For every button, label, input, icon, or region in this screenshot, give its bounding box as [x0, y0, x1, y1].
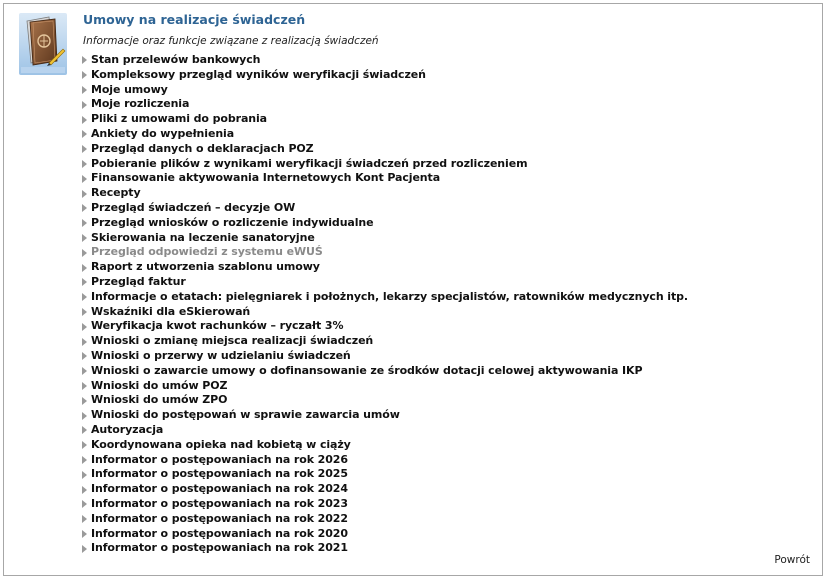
- menu-item[interactable]: [82, 305, 688, 320]
- triangle-right-icon: [82, 530, 87, 538]
- triangle-right-icon: [82, 441, 87, 449]
- triangle-right-icon: [82, 219, 87, 227]
- menu-item[interactable]: [82, 334, 688, 349]
- triangle-right-icon: [82, 175, 87, 183]
- triangle-right-icon: [82, 234, 87, 242]
- triangle-right-icon: [82, 338, 87, 346]
- menu-link[interactable]: Finansowanie aktywowania Internetowych Kont Pacjenta: [91, 171, 441, 185]
- menu-item[interactable]: [82, 467, 688, 482]
- triangle-right-icon: [82, 130, 87, 138]
- menu-item[interactable]: [82, 408, 688, 423]
- menu-link[interactable]: Ankiety do wypełnienia: [91, 126, 235, 140]
- content-panel: [3, 3, 823, 576]
- menu-link[interactable]: Informator o postępowaniach na rok 2025: [91, 467, 348, 481]
- menu-link[interactable]: Moje rozliczenia: [91, 97, 190, 111]
- menu-item[interactable]: [82, 83, 688, 98]
- triangle-right-icon: [82, 86, 87, 94]
- menu-link[interactable]: Wskaźniki dla eSkierowań: [91, 304, 251, 318]
- menu-item[interactable]: [82, 201, 688, 216]
- menu-item[interactable]: [82, 512, 688, 527]
- menu-item[interactable]: [82, 97, 688, 112]
- menu-item[interactable]: [82, 393, 688, 408]
- page-title: Umowy na realizacje świadczeń: [83, 12, 306, 27]
- menu-link[interactable]: Przegląd świadczeń – decyzje OW: [91, 200, 296, 214]
- triangle-right-icon: [82, 249, 87, 257]
- triangle-right-icon: [82, 56, 87, 64]
- menu-link[interactable]: Kompleksowy przegląd wyników weryfikacji świadczeń: [91, 67, 426, 81]
- triangle-right-icon: [82, 397, 87, 405]
- triangle-right-icon: [82, 71, 87, 79]
- triangle-right-icon: [82, 323, 87, 331]
- menu-item[interactable]: [82, 171, 688, 186]
- menu-item[interactable]: [82, 216, 688, 231]
- triangle-right-icon: [82, 486, 87, 494]
- triangle-right-icon: [82, 545, 87, 553]
- menu-link[interactable]: Przegląd faktur: [91, 274, 186, 288]
- menu-item[interactable]: [82, 245, 688, 260]
- menu-link[interactable]: Recepty: [91, 186, 141, 200]
- menu-item[interactable]: [82, 349, 688, 364]
- menu-item[interactable]: [82, 379, 688, 394]
- menu-link[interactable]: Informator o postępowaniach na rok 2024: [91, 482, 348, 496]
- triangle-right-icon: [82, 500, 87, 508]
- triangle-right-icon: [82, 160, 87, 168]
- menu-link[interactable]: Informator o postępowaniach na rok 2021: [91, 541, 348, 555]
- menu-link[interactable]: Weryfikacja kwot rachunków – ryczałt 3%: [91, 319, 344, 333]
- menu-item[interactable]: [82, 482, 688, 497]
- menu-item[interactable]: [82, 157, 688, 172]
- menu-item[interactable]: [82, 319, 688, 334]
- menu-item[interactable]: [82, 68, 688, 83]
- menu-link[interactable]: Wnioski do umów POZ: [91, 378, 228, 392]
- triangle-right-icon: [82, 426, 87, 434]
- triangle-right-icon: [82, 471, 87, 479]
- contract-folder-icon: [19, 13, 67, 75]
- menu-item[interactable]: [82, 497, 688, 512]
- function-menu: [82, 53, 688, 556]
- triangle-right-icon: [82, 456, 87, 464]
- triangle-right-icon: [82, 101, 87, 109]
- triangle-right-icon: [82, 412, 87, 420]
- menu-item[interactable]: [82, 53, 688, 68]
- menu-item[interactable]: [82, 290, 688, 305]
- menu-link[interactable]: Informator o postępowaniach na rok 2020: [91, 526, 348, 540]
- triangle-right-icon: [82, 278, 87, 286]
- menu-item[interactable]: [82, 438, 688, 453]
- menu-item[interactable]: [82, 541, 688, 556]
- menu-link[interactable]: Wnioski o zmianę miejsca realizacji świadczeń: [91, 334, 374, 348]
- menu-link[interactable]: Koordynowana opieka nad kobietą w ciąży: [91, 437, 351, 451]
- menu-link[interactable]: Informacje o etatach: pielęgniarek i położnych, lekarzy specjalistów, ratowników medycznych itp.: [91, 289, 688, 303]
- menu-link[interactable]: Autoryzacja: [91, 422, 164, 436]
- triangle-right-icon: [82, 293, 87, 301]
- triangle-right-icon: [82, 382, 87, 390]
- menu-item[interactable]: [82, 112, 688, 127]
- triangle-right-icon: [82, 264, 87, 272]
- triangle-right-icon: [82, 352, 87, 360]
- triangle-right-icon: [82, 145, 87, 153]
- triangle-right-icon: [82, 367, 87, 375]
- menu-item[interactable]: [82, 142, 688, 157]
- menu-link[interactable]: Skierowania na leczenie sanatoryjne: [91, 230, 315, 244]
- menu-link[interactable]: Przegląd wniosków o rozliczenie indywidualne: [91, 215, 374, 229]
- menu-link[interactable]: Stan przelewów bankowych: [91, 53, 261, 66]
- menu-link[interactable]: Wnioski do postępowań w sprawie zawarcia umów: [91, 408, 400, 422]
- menu-link[interactable]: Przegląd odpowiedzi z systemu eWUŚ: [91, 245, 323, 259]
- triangle-right-icon: [82, 515, 87, 523]
- menu-item[interactable]: [82, 453, 688, 468]
- menu-link[interactable]: Informator o postępowaniach na rok 2023: [91, 496, 348, 510]
- menu-item[interactable]: [82, 260, 688, 275]
- menu-link[interactable]: Informator o postępowaniach na rok 2026: [91, 452, 348, 466]
- menu-link[interactable]: Moje umowy: [91, 82, 168, 96]
- menu-item[interactable]: [82, 127, 688, 142]
- menu-item[interactable]: [82, 364, 688, 379]
- menu-item[interactable]: [82, 423, 688, 438]
- triangle-right-icon: [82, 308, 87, 316]
- menu-link[interactable]: Przegląd danych o deklaracjach POZ: [91, 141, 314, 155]
- menu-item[interactable]: [82, 231, 688, 246]
- menu-item[interactable]: [82, 275, 688, 290]
- menu-link[interactable]: Pobieranie plików z wynikami weryfikacji świadczeń przed rozliczeniem: [91, 156, 528, 170]
- menu-link[interactable]: Raport z utworzenia szablonu umowy: [91, 260, 320, 274]
- menu-link[interactable]: Informator o postępowaniach na rok 2022: [91, 511, 348, 525]
- menu-link[interactable]: Wnioski do umów ZPO: [91, 393, 228, 407]
- menu-item[interactable]: [82, 186, 688, 201]
- triangle-right-icon: [82, 116, 87, 124]
- menu-item[interactable]: [82, 527, 688, 542]
- menu-link[interactable]: Pliki z umowami do pobrania: [91, 112, 267, 126]
- menu-link[interactable]: Wnioski o przerwy w udzielaniu świadczeń: [91, 348, 351, 362]
- triangle-right-icon: [82, 204, 87, 212]
- page-subtitle: Informacje oraz funkcje związane z realizacją świadczeń: [83, 35, 379, 47]
- back-link[interactable]: Powrót: [774, 554, 810, 566]
- menu-link[interactable]: Wnioski o zawarcie umowy o dofinansowanie ze środków dotacji celowej aktywowania IKP: [91, 363, 643, 377]
- triangle-right-icon: [82, 190, 87, 198]
